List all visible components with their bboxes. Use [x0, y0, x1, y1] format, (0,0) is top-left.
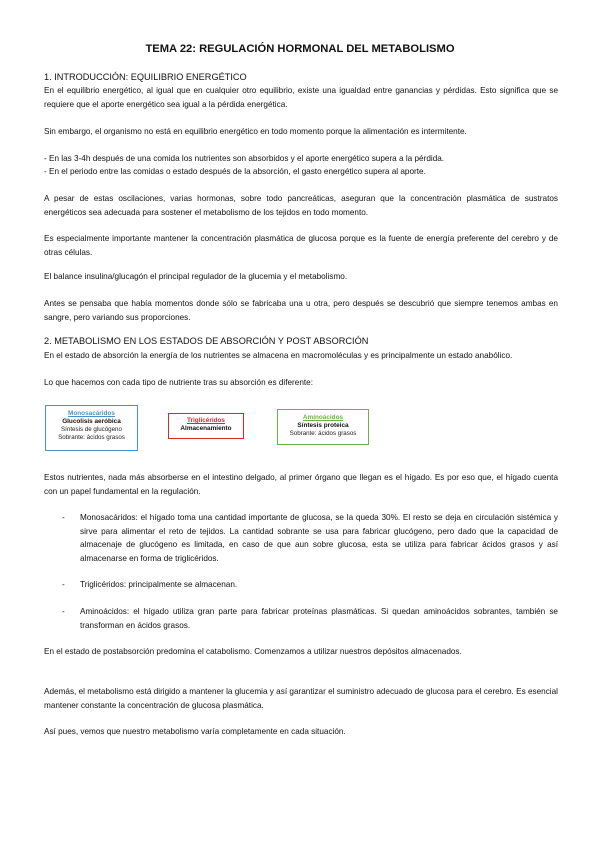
section1-paragraph-2: Sin embargo, el organismo no está en equilibrio energético en todo momento porque la alimentación es intermitente.: [44, 127, 467, 136]
nutrient-box-title: Monosacáridos: [68, 410, 115, 417]
bullet-item-monosacaridos: Monosacáridos: el hígado toma una cantidad importante de glucosa, se la queda 30%. El resto se deja en circulación sistémica y sirve para alimentar el reto de tejidos. La cantidad sobrante se usa para fabricar glucógeno, pero dado que la capacidad de almacenaje de glucógeno es limitada, en caso de que aun sobre glucosa, esta se utiliza para fabricar ácidos grasos y así almacenarse en forma de triglicéridos.: [80, 513, 558, 563]
section2-paragraph-4: Además, el metabolismo está dirigido a mantener la glucemia y así garantizar el suministro adecuado de glucosa para el cerebro. Es esencial mantener constante la concentración de glucosa plasmática.: [44, 687, 558, 710]
section1-paragraph-4: Es especialmente importante mantener la concentración plasmática de glucosa porque es la fuente de energía preferente del cerebro y de otras células.: [44, 234, 558, 257]
bullet-item-aminoacidos: Aminoácidos: el hígado utiliza gran parte para fabricar proteínas plasmáticas. Si quedan aminoácidos sobrantes, también se transforman en ácidos grasos.: [80, 607, 558, 630]
section1-list-line-2: - En el periodo entre las comidas o estado después de la absorción, el gasto energético supera al aporte.: [44, 167, 426, 176]
section2-paragraph-1: En el estado de absorción la energía de los nutrientes se almacena en macromoléculas y es principalmente un estado anabólico.: [44, 351, 513, 360]
section1-paragraph-5: El balance insulina/glucagón el principal regulador de la glucemia y el metabolismo.: [44, 272, 348, 281]
nutrient-box-title: Triglicéridos: [186, 417, 225, 424]
section1-paragraph-1: En el equilibrio energético, al igual que en cualquier otro equilibrio, existe una igualdad entre ganancias y pérdidas. Esto significa que se requiere que el aporte energético sea igual a la pérdida energética.: [44, 86, 558, 109]
section1-paragraph-3: A pesar de estas oscilaciones, varias hormonas, sobre todo pancreáticas, aseguran que la concentración plasmática de sustratos energéticos sea adecuada para sostener el metabolismo de los tejidos en todo momento.: [44, 194, 558, 217]
nutrient-box-title: Aminoácidos: [302, 414, 344, 421]
bullet-marker: -: [62, 513, 65, 522]
nutrient-box-aminoacidos: [277, 409, 369, 445]
nutrient-box-line: Sobrante: ácidos grasos: [289, 430, 357, 437]
bullet-marker: -: [62, 580, 65, 589]
section2-paragraph-1-line-2: Lo que hacemos con cada tipo de nutriente tras su absorción es diferente:: [44, 378, 313, 387]
section2-heading: 2. METABOLISMO EN LOS ESTADOS DE ABSORCIÓN Y POST ABSORCIÓN: [44, 336, 369, 346]
section2-paragraph-5: Así pues, vemos que nuestro metabolismo varía completamente en cada situación.: [44, 727, 346, 736]
section1-list-line-1: - En las 3-4h después de una comida los nutrientes son absorbidos y el aporte energético supera a la pérdida.: [44, 154, 445, 163]
nutrient-box-line: Síntesis de glucógeno: [61, 426, 122, 433]
section2-paragraph-2: Estos nutrientes, nada más absorberse en el intestino delgado, al primer órgano que llegan es el hígado. Es por eso que, el hígado cuenta con un papel fundamental en la regulación.: [44, 473, 558, 496]
bullet-item-trigliceridos: Triglicéridos: principalmente se almacenan.: [80, 580, 238, 589]
nutrient-box-line: Síntesis proteica: [297, 422, 349, 429]
nutrient-box-line: Almacenamiento: [180, 425, 232, 432]
section2-paragraph-3: En el estado de postabsorción predomina el catabolismo. Comenzamos a utilizar nuestros depósitos almacenados.: [44, 647, 462, 656]
section1-paragraph-6: Antes se pensaba que había momentos donde sólo se fabricaba una u otra, pero después se descubrió que siempre tenemos ambas en sangre, pero variando sus proporciones.: [44, 299, 558, 322]
bullet-marker: -: [62, 607, 65, 616]
nutrient-box-trigliceridos: [168, 413, 244, 439]
nutrient-box-monosacaridos: [45, 405, 138, 451]
nutrient-box-line: Sobrante: ácidos grasos: [58, 434, 125, 441]
nutrient-box-line: Glucolisis aeróbica: [62, 418, 121, 425]
page-title: TEMA 22: REGULACIÓN HORMONAL DEL METABOLISMO: [145, 43, 455, 55]
section1-heading: 1. INTRODUCCIÓN: EQUILIBRIO ENERGÉTICO: [44, 72, 247, 82]
